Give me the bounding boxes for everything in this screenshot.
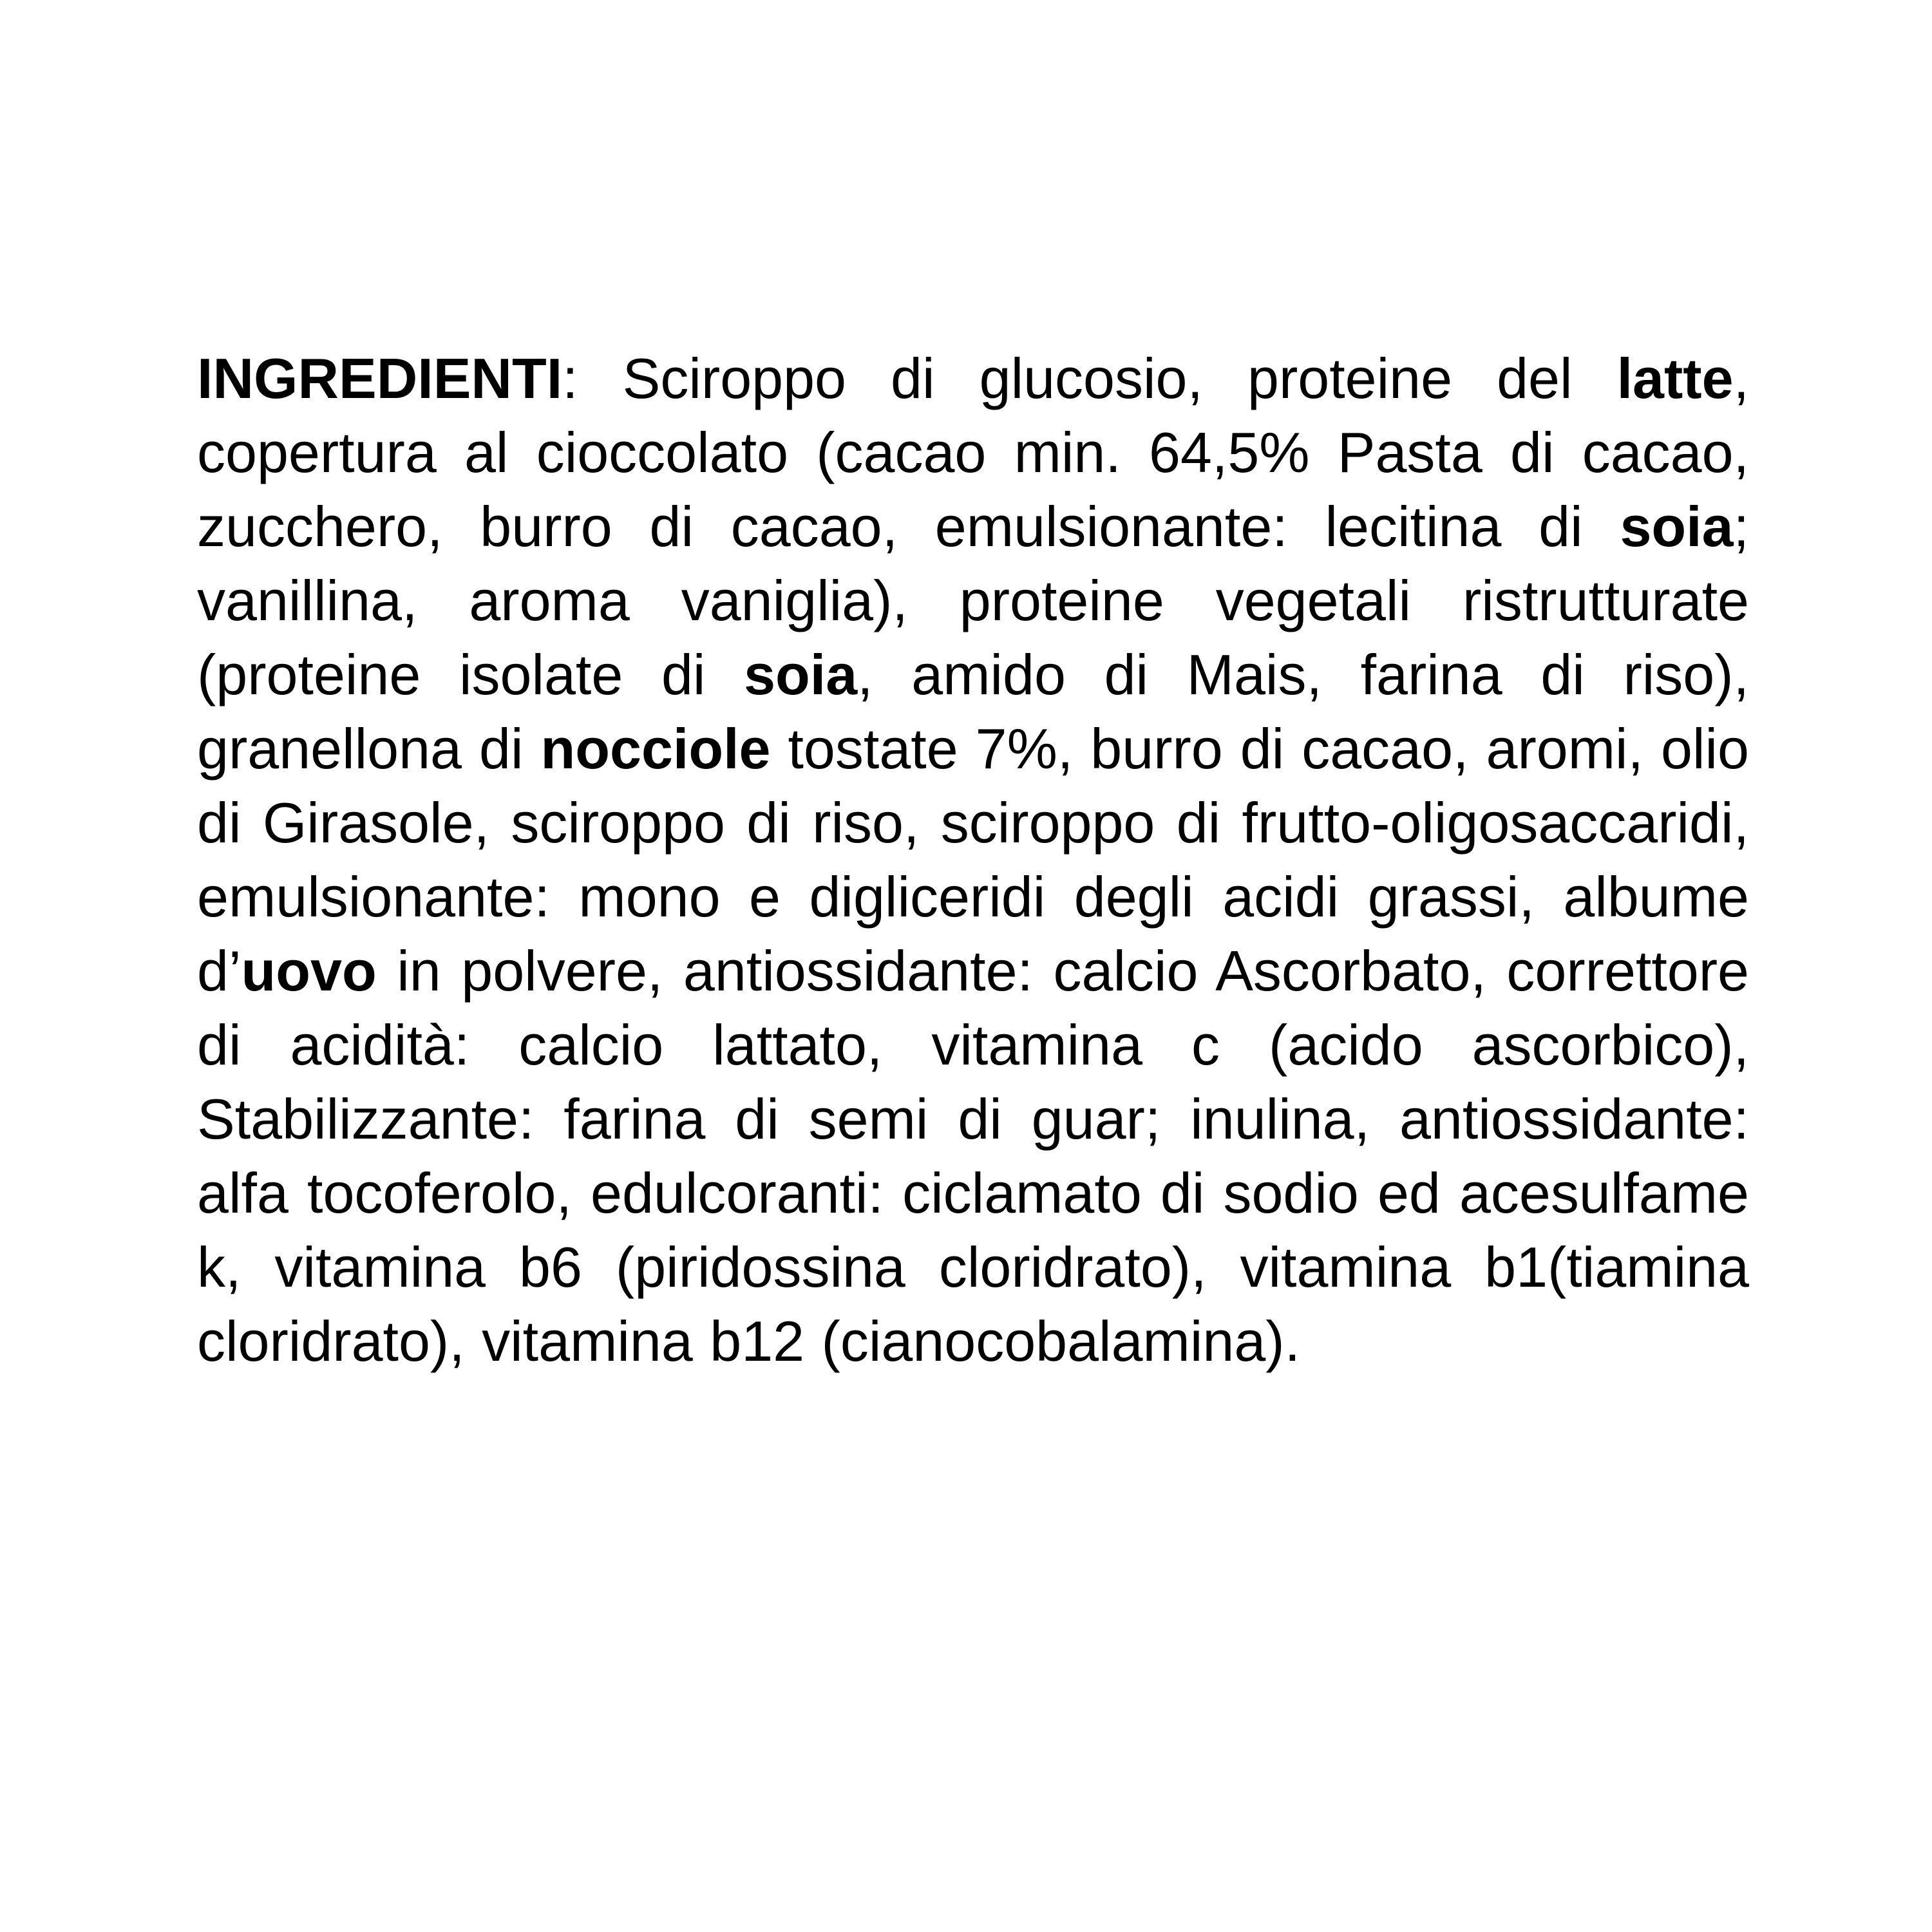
allergen-hazelnuts: nocciole	[540, 717, 771, 781]
ingredients-text-segment: , amido di Mais, farina di riso), granellona di	[197, 643, 1749, 781]
allergen-soy: soia	[744, 643, 858, 706]
allergen-soy: soia	[1620, 495, 1734, 558]
allergen-egg: uovo	[241, 939, 377, 1003]
ingredients-paragraph	[197, 341, 1749, 1378]
ingredients-text-segment: in polvere, antiossidante: calcio Ascorbato, correttore di acidità: calcio lattato, vitamina c (acido ascorbico), Stabilizzante: farina di semi di guar; inulina, antiossidante: alfa tocoferolo, edulcoranti: ciclamato di sodio ed acesulfame k, vitamina b6 (piridossina cloridrato), vitamina b1(tiamina cloridrato), vitamina b12 (cianocobalamina).	[197, 939, 1749, 1373]
allergen-milk: latte	[1616, 346, 1734, 410]
ingredients-heading: INGREDIENTI	[197, 346, 563, 410]
ingredients-text-segment: , copertura al cioccolato (cacao min. 64,5% Pasta di cacao, zucchero, burro di cacao, emulsionante: lecitina di	[197, 346, 1749, 558]
ingredients-label	[197, 341, 1749, 1378]
ingredients-text-segment: tostate 7%, burro di cacao, aromi, olio di Girasole, sciroppo di riso, sciroppo di frutto-oligosaccaridi, emulsionante: mono e digliceridi degli acidi grassi, albume d’	[197, 717, 1749, 1003]
ingredients-text-segment: : Sciroppo di glucosio, proteine del	[562, 346, 1617, 410]
ingredients-text-segment: ; vanillina, aroma vaniglia), proteine vegetali ristrutturate (proteine isolate di	[197, 495, 1749, 706]
